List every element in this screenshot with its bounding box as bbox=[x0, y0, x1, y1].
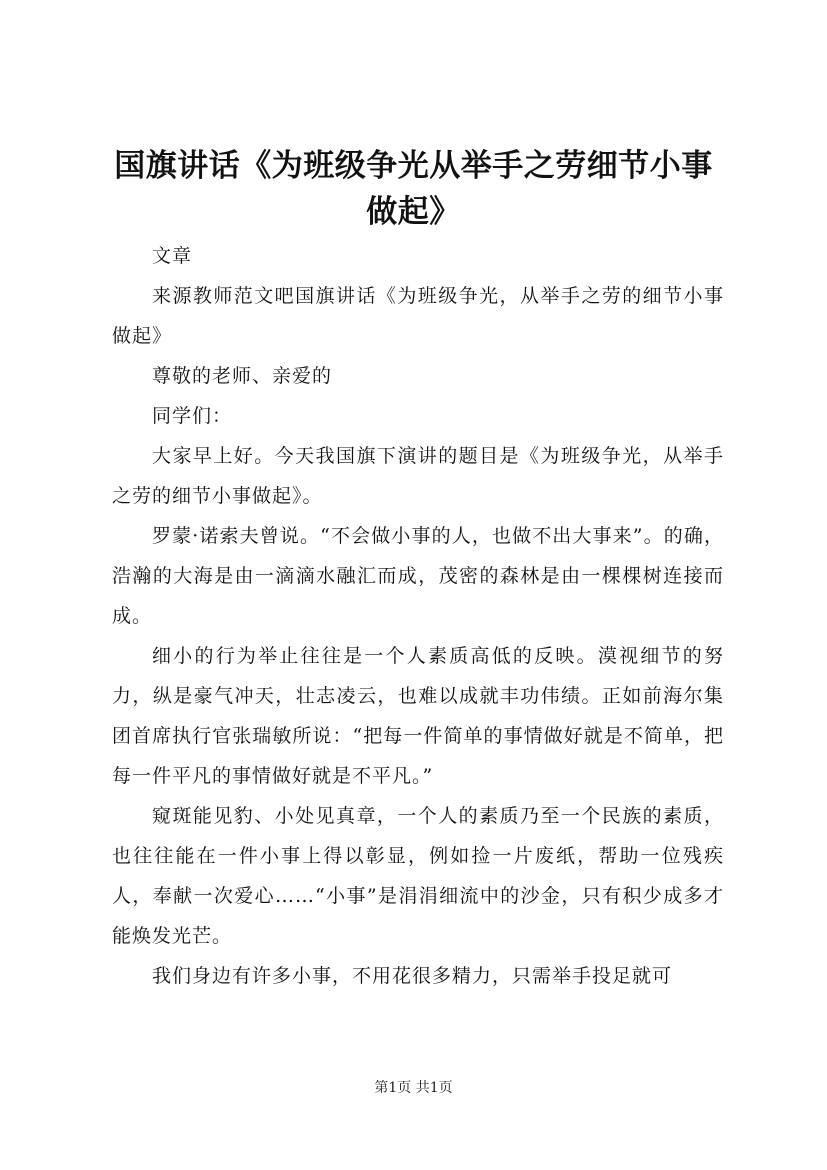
paragraph-quote: 罗蒙·诺索夫曾说。“不会做小事的人，也做不出大事来”。的确，浩瀚的大海是由一滴滴水融汇而成，茂密的森林是由一棵棵树连接而成。 bbox=[112, 525, 724, 627]
paragraph-source: 来源教师范文吧国旗讲话《为班级争光，从举手之劳的细节小事做起》 bbox=[112, 285, 724, 347]
document-body bbox=[112, 236, 724, 996]
paragraph-greeting-2: 同学们： bbox=[152, 405, 233, 427]
paragraph-details: 细小的行为举止往往是一个人素质高低的反映。漠视细节的努力，纵是豪气冲天，壮志凌云，也难以成就丰功伟绩。正如前海尔集团首席执行官张瑞敏所说：“把每一件简单的事情做好就是不简单，把每一件平凡的事情做好就是不平凡。” bbox=[112, 645, 724, 787]
paragraph-small-things: 窥斑能见豹、小处见真章，一个人的素质乃至一个民族的素质，也往往能在一件小事上得以彰显，例如捡一片废纸，帮助一位残疾人，奉献一次爱心……“小事”是涓涓细流中的沙金，只有积少成多才能焕发光芒。 bbox=[112, 805, 724, 947]
paragraph-intro: 大家早上好。今天我国旗下演讲的题目是《为班级争光，从举手之劳的细节小事做起》。 bbox=[112, 445, 724, 507]
paragraph-source-label: 文章 bbox=[152, 245, 193, 267]
paragraph-greeting-1: 尊敬的老师、亲爱的 bbox=[152, 365, 333, 387]
page-number-footer: 第1页 共1页 bbox=[374, 1080, 453, 1096]
paragraph-continuation: 我们身边有许多小事，不用花很多精力，只需举手投足就可 bbox=[152, 965, 673, 987]
document-title: 国旗讲话《为班级争光从举手之劳细节小事做起》 bbox=[114, 148, 713, 230]
